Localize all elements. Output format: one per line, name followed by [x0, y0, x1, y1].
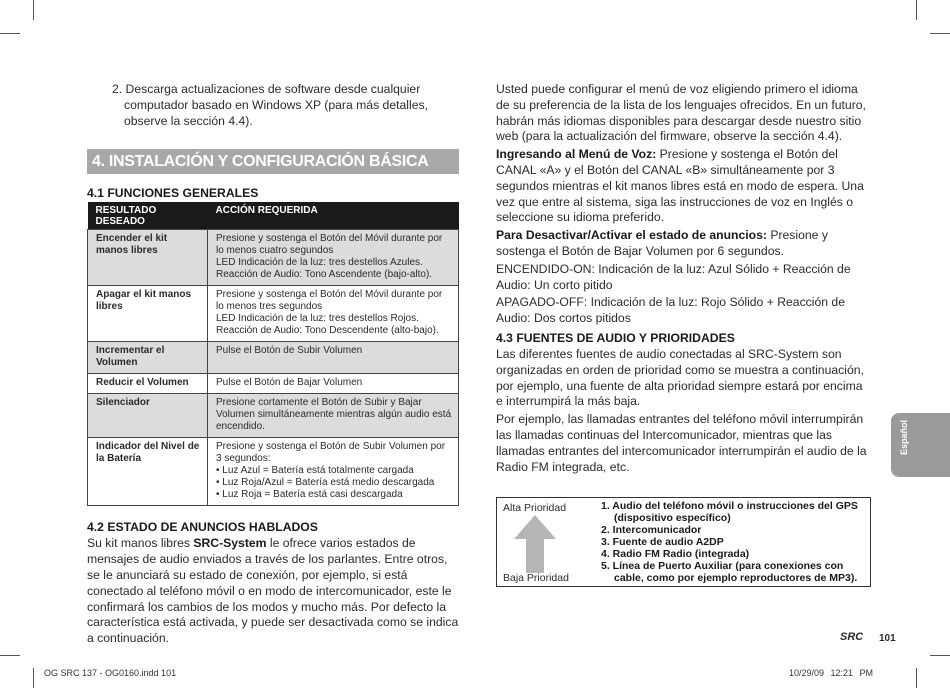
paragraph-example: Por ejemplo, las llamadas entrantes del teléfono móvil interrumpirán las llamadas continuas del Intercomunicador, mientras que las llamadas entrantes del intercomunicador interrumpirán el audio de la Radio FM integrada, etc. — [496, 412, 867, 474]
paragraph-enter-menu — [496, 147, 870, 226]
language-tab-label: Español — [899, 419, 909, 455]
crop-mark — [930, 655, 950, 656]
language-tab — [891, 413, 950, 477]
paragraph-on: ENCENDIDO-ON: Indicación de la luz: Azul Sólido + Reacción de Audio: Un corto pitido — [496, 261, 851, 292]
table-row — [88, 394, 459, 438]
table-row — [88, 342, 459, 374]
arrow-up-icon — [514, 515, 556, 573]
brand-name: SRC-System — [193, 536, 267, 551]
table-cell-action — [208, 286, 459, 342]
crop-mark — [0, 33, 20, 34]
table-cell-result: Silenciador — [88, 394, 208, 438]
table-header-action: ACCIÓN REQUERIDA — [208, 202, 459, 230]
low-priority-label: Baja Prioridad — [503, 572, 569, 584]
heading-4-3: 4.3 FUENTES DE AUDIO Y PRIORIDADES — [496, 330, 735, 345]
crop-mark — [0, 655, 20, 656]
crop-mark — [33, 668, 34, 688]
table-cell-action — [208, 342, 459, 374]
paragraph-toggle — [496, 228, 870, 260]
list-item: 4. Radio FM Radio (integrada) — [601, 548, 750, 560]
heading-4-2: 4.2 ESTADO DE ANUNCIOS HABLADOS — [87, 520, 318, 535]
list-item-2: 2. Descarga actualizaciones de software desde cualquier computador basado en Windows XP (para más detalles, observe la sección 4.4). — [112, 82, 428, 128]
table-cell-action — [208, 394, 459, 438]
crop-mark — [916, 0, 917, 20]
section-title: 4. INSTALACIÓN Y CONFIGURACIÓN BÁSICA — [87, 149, 459, 174]
bold-lead: Ingresando al Menú de Voz: — [496, 147, 657, 162]
table-cell-result: Reducir el Volumen — [88, 374, 208, 394]
crop-mark — [916, 668, 917, 688]
paragraph-off: APAGADO-OFF: Indicación de la luz: Rojo Sólido + Reacción de Audio: Dos cortos pitidos — [496, 295, 845, 326]
crop-mark — [33, 0, 34, 20]
action-line: Presione y sostenga el Botón del Móvil durante por lo menos tres segundos — [216, 289, 443, 313]
action-line: • Luz Roja/Azul = Batería está medio descargada — [216, 477, 435, 489]
action-line: Reacción de Audio: Tono Ascendente (bajo-alto). — [216, 269, 433, 281]
action-line: Presione y sostenga el Botón de Subir Volumen por 3 segundos: — [216, 441, 446, 465]
footer-file-info: OG SRC 137 - OG0160.indd 101 — [44, 668, 177, 678]
left-column — [87, 82, 459, 647]
action-line: Pulse el Botón de Bajar Volumen — [216, 377, 363, 389]
list-item: 1. Audio del teléfono móvil o instrucciones del GPS (dispositivo específico) — [601, 500, 858, 524]
action-line: • Luz Azul = Batería está totalmente cargada — [216, 465, 414, 477]
text-run: le ofrece varios estados de mensajes de audio enviados a través de los parlantes. Entre otros, se le anunciará su estado de conexión, por ejemplo, si está conectado al teléfono móvil o en modo de intercomunicador, este le confirmará los cambios de los modos y mucho más. Por defecto la característica está activada, y puede ser desactivada como se indica a continuación. — [87, 536, 459, 646]
table-cell-action — [208, 374, 459, 394]
action-line: Presione y sostenga el Botón del Móvil durante por lo menos cuatro segundos — [216, 233, 443, 257]
right-column — [496, 82, 870, 477]
brand-logo: SRC — [840, 631, 864, 643]
table-row — [88, 230, 459, 286]
action-line: Pulse el Botón de Subir Volumen — [216, 345, 363, 357]
action-line: LED Indicación de la luz: tres destellos Azules. — [216, 257, 423, 269]
functions-table — [87, 202, 459, 506]
text-run: Su kit manos libres — [87, 536, 194, 551]
action-line: Reacción de Audio: Tono Descendente (alto-bajo). — [216, 325, 439, 337]
high-priority-label: Alta Prioridad — [503, 502, 567, 514]
paragraph-4-2 — [87, 536, 459, 647]
list-item: 2. Intercomunicador — [601, 524, 702, 536]
priority-list — [601, 500, 863, 584]
priority-box — [496, 497, 871, 587]
table-cell-result: Indicador del Nivel de la Batería — [88, 438, 208, 506]
table-row — [88, 286, 459, 342]
action-line: LED Indicación de la luz: tres destellos Rojos. — [216, 313, 419, 325]
table-cell-result: Encender el kit manos libres — [88, 230, 208, 286]
table-row — [88, 374, 459, 394]
text-run: Presione y sostenga el Botón de Bajar Volumen por 6 segundos. — [496, 228, 828, 258]
action-line: Presione cortamente el Botón de Subir y Bajar Volumen simultáneamente mientras algún audio está encendido. — [216, 397, 452, 433]
action-line: • Luz Roja = Batería está casi descargada — [216, 489, 403, 501]
table-cell-action — [208, 438, 459, 506]
table-cell-action — [208, 230, 459, 286]
heading-4-1: 4.1 FUNCIONES GENERALES — [87, 186, 259, 201]
table-cell-result: Incrementar el Volumen — [88, 342, 208, 374]
list-item: 5. Línea de Puerto Auxiliar (para conexiones con cable, como por ejemplo reproductores de MP3). — [601, 560, 858, 584]
text-run: Presione y sostenga el Botón del CANAL «A» y el Botón del CANAL «B» simultáneamente por 3 segundos mientras el kit manos libres está en modo de espera. Una vez que entre al sistema, siga las instrucciones de voz en Inglés o seleccione su idioma preferido. — [496, 147, 864, 225]
crop-mark — [930, 33, 950, 34]
bold-lead: Para Desactivar/Activar el estado de anuncios: — [496, 228, 767, 243]
footer-timestamp: 10/29/09 12:21 PM — [789, 668, 874, 678]
paragraph-voice-menu: Usted puede configurar el menú de voz eligiendo primero el idioma de su preferencia de la lista de los lenguajes ofrecidos. En un futuro, habrán más idiomas disponibles para descargar desde nuestro sitio web (para la actualización del firmware, observe la sección 4.4). — [496, 82, 866, 144]
table-row — [88, 438, 459, 506]
table-header-result: RESULTADO DESEADO — [88, 202, 208, 230]
page-number: 101 — [879, 633, 896, 644]
table-cell-result: Apagar el kit manos libres — [88, 286, 208, 342]
paragraph-sources: Las diferentes fuentes de audio conectadas al SRC-System son organizadas en orden de prioridad como se muestra a continuación, por ejemplo, una fuente de alta prioridad siempre estará por encima e interrumpirá la más baja. — [496, 346, 864, 409]
list-item: 3. Fuente de audio A2DP — [601, 536, 724, 548]
